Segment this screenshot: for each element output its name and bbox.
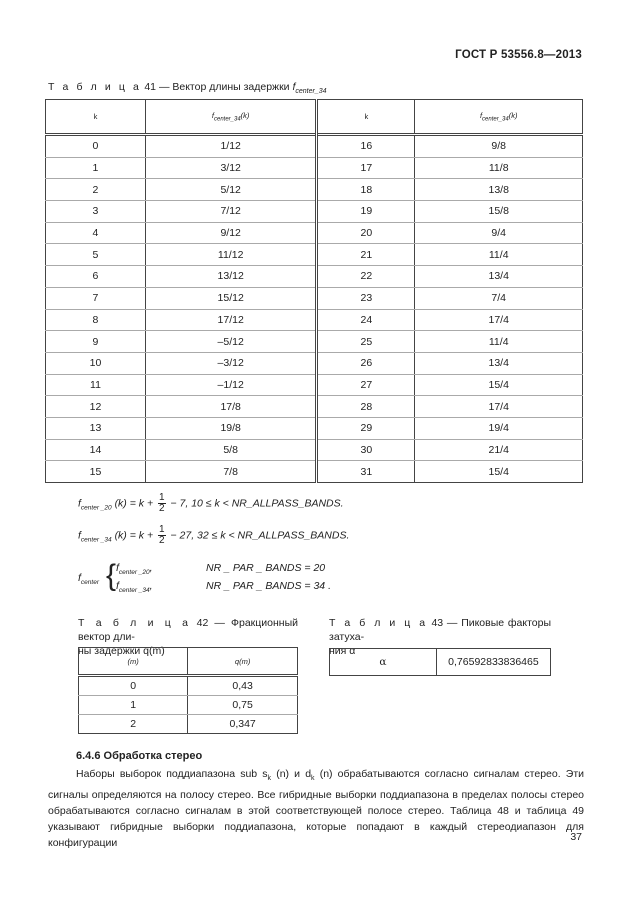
table-cell: 11/12 — [145, 244, 316, 266]
col-header-qm: q(m) — [188, 648, 298, 676]
table-41 — [45, 99, 583, 483]
formula-fcenter-20: $f_{center \_20}$ (k) = k + $\frac{1}{2}$ − 7, 10 ≤ k < NR_ALLPASS_BANDS. — [78, 492, 344, 514]
table-43 — [329, 648, 551, 676]
table-cell: 19 — [317, 201, 415, 223]
table-cell: 11/4 — [415, 331, 583, 353]
table-cell: 15 — [46, 461, 146, 483]
table-cell: 0,43 — [188, 676, 298, 696]
table-cell: 0,347 — [188, 715, 298, 734]
table-cell: 15/12 — [145, 287, 316, 309]
table-42 — [78, 647, 298, 734]
table-cell: 9/12 — [145, 222, 316, 244]
table-row — [46, 331, 583, 353]
table-cell: 17/8 — [145, 396, 316, 418]
col-header-fcenter: $f_{center\_34}(k)$ — [145, 100, 316, 135]
table-cell: 11/4 — [415, 244, 583, 266]
table-row — [79, 715, 298, 734]
table-cell: 4 — [46, 222, 146, 244]
table-cell: 7/4 — [415, 287, 583, 309]
caption-text: 41 — Вектор длины задержки — [144, 81, 293, 93]
col-header-m: (m) — [79, 648, 188, 676]
table-cell: 22 — [317, 266, 415, 288]
table-cell: 26 — [317, 352, 415, 374]
table-cell: 13 — [46, 417, 146, 439]
table-cell: –5/12 — [145, 331, 316, 353]
table-cell: 27 — [317, 374, 415, 396]
table-row — [46, 135, 583, 158]
table-cell: 5 — [46, 244, 146, 266]
table-cell: 3/12 — [145, 157, 316, 179]
table-row — [79, 676, 298, 696]
alpha-value-cell: 0,76592833836465 — [436, 649, 550, 676]
table-cell: 20 — [317, 222, 415, 244]
table-cell: 1/12 — [145, 135, 316, 158]
table-cell: 31 — [317, 461, 415, 483]
table-cell: 10 — [46, 352, 146, 374]
table-cell: 13/4 — [415, 266, 583, 288]
col-header-k: k — [317, 100, 415, 135]
table-row — [46, 374, 583, 396]
table-cell: 13/4 — [415, 352, 583, 374]
table-cell: 13/8 — [415, 179, 583, 201]
table-row — [46, 157, 583, 179]
table43-caption: Т а б л и ц а 43 — Пиковые факторы затуха- ния α — [329, 617, 552, 657]
table-cell: 29 — [317, 417, 415, 439]
table-cell: 16 — [317, 135, 415, 158]
caption-var: f — [292, 81, 296, 93]
table-cell: 1 — [79, 696, 188, 715]
table-cell: –3/12 — [145, 352, 316, 374]
table-cell: 17 — [317, 157, 415, 179]
table-cell: 0 — [46, 135, 146, 158]
table-cell: 5/8 — [145, 439, 316, 461]
table-cell: 28 — [317, 396, 415, 418]
section-paragraph: Наборы выборок поддиапазона sub $s_k$ (n) и $d_k$ (n) обрабатываются согласно сигналам стерео. Эти сигналы определяются на полосу стерео. Все гибридные выборки поддиапазона в пределах полосы стерео обрабатываются согласно сигналам в этой соответствующей полосе стерео. Таблица 48 и таблица 49 указывают гибридные выборки поддиапазона, которые попадают в каждый стереодиапазон для конфигурации — [48, 768, 584, 850]
table42-caption: Т а б л и ц а 42 — Фракционный вектор дли- ны задержки q(m) — [78, 617, 299, 657]
table-cell: 19/8 — [145, 417, 316, 439]
table-cell: 25 — [317, 331, 415, 353]
table-cell: 9/4 — [415, 222, 583, 244]
table-cell: 8 — [46, 309, 146, 331]
caption-sub: center_34 — [295, 88, 327, 96]
table-cell: 9 — [46, 331, 146, 353]
table-cell: 0,75 — [188, 696, 298, 715]
table-cell: 11/8 — [415, 157, 583, 179]
table-row — [46, 396, 583, 418]
formula-fcenter-piecewise: $f_{center}$ { $f_{center \_20}$, $f_{center \_34}$, NR _ PAR _ BANDS = 20 NR _ PAR _ BANDS = 34 . — [78, 559, 331, 595]
table-row — [46, 222, 583, 244]
table-row — [46, 439, 583, 461]
table-row — [46, 244, 583, 266]
formula-fcenter-34: $f_{center \_34}$ (k) = k + $\frac{1}{2}$ − 27, 32 ≤ k < NR_ALLPASS_BANDS. — [78, 524, 350, 546]
table-row — [46, 461, 583, 483]
table-cell: 0 — [79, 676, 188, 696]
table-cell: 24 — [317, 309, 415, 331]
table-cell: 5/12 — [145, 179, 316, 201]
table-cell: 12 — [46, 396, 146, 418]
table-row — [46, 309, 583, 331]
table-row — [46, 287, 583, 309]
table-cell: 7 — [46, 287, 146, 309]
table-cell: 15/8 — [415, 201, 583, 223]
table-cell: 6 — [46, 266, 146, 288]
table-cell: 21/4 — [415, 439, 583, 461]
table-cell: 7/8 — [145, 461, 316, 483]
table-row — [46, 417, 583, 439]
col-header-fcenter: $f_{center\_34}(k)$ — [415, 100, 583, 135]
table-cell: 18 — [317, 179, 415, 201]
table-row — [79, 696, 298, 715]
table-cell: 19/4 — [415, 417, 583, 439]
table-cell: 21 — [317, 244, 415, 266]
page-number: 37 — [570, 831, 582, 843]
table-row — [46, 266, 583, 288]
table-cell: 2 — [79, 715, 188, 734]
table-row — [46, 179, 583, 201]
col-header-k: k — [46, 100, 146, 135]
table-cell: 23 — [317, 287, 415, 309]
section-heading: 6.4.6 Обработка стерео — [76, 750, 203, 762]
table-cell: 17/4 — [415, 396, 583, 418]
table-cell: 17/12 — [145, 309, 316, 331]
table-cell: 3 — [46, 201, 146, 223]
table-row — [46, 352, 583, 374]
table-cell: 7/12 — [145, 201, 316, 223]
table-cell: 14 — [46, 439, 146, 461]
table-cell: 30 — [317, 439, 415, 461]
brace: { — [106, 559, 117, 592]
table-word: Т а б л и ц а — [48, 81, 142, 93]
document-header: ГОСТ Р 53556.8—2013 — [455, 49, 582, 61]
alpha-symbol-cell: α — [330, 649, 437, 676]
table-cell: 9/8 — [415, 135, 583, 158]
table-row — [46, 201, 583, 223]
table-cell: 15/4 — [415, 461, 583, 483]
table-cell: 1 — [46, 157, 146, 179]
table-cell: –1/12 — [145, 374, 316, 396]
table-cell: 13/12 — [145, 266, 316, 288]
table-cell: 15/4 — [415, 374, 583, 396]
table-cell: 2 — [46, 179, 146, 201]
table41-caption — [48, 81, 327, 95]
table-cell: 17/4 — [415, 309, 583, 331]
table-cell: 11 — [46, 374, 146, 396]
